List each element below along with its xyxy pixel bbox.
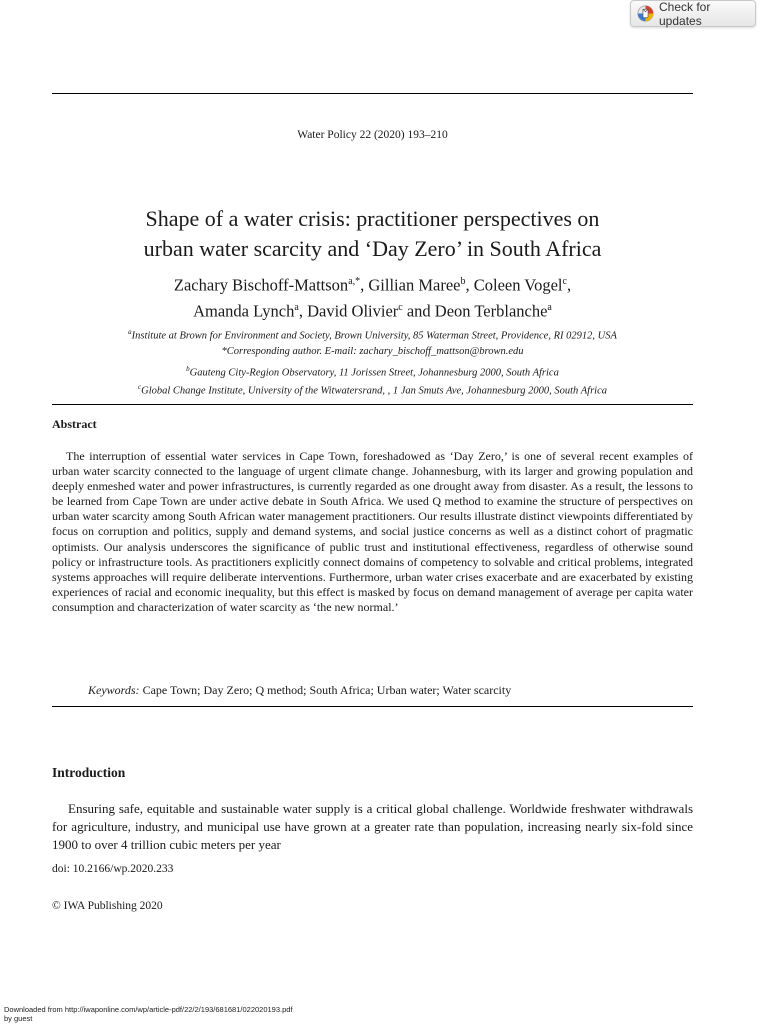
keywords <box>88 683 511 698</box>
author-affil-mark: a,* <box>348 276 361 287</box>
affiliation-text: Global Change Institute, University of the Witwatersrand, , 1 Jan Smuts Ave, Johannesburg 2000, South Africa <box>141 385 607 397</box>
corresponding-author-text: *Corresponding author. E-mail: zachary_bischoff_mattson@brown.edu <box>221 346 524 357</box>
download-note <box>4 1006 293 1023</box>
author-affil-mark: a <box>294 301 299 313</box>
affiliation <box>52 381 693 398</box>
author-affil-mark: b <box>460 276 466 287</box>
copyright: © IWA Publishing 2020 <box>52 900 163 912</box>
introduction-heading: Introduction <box>52 765 126 780</box>
download-note-line-1: Downloaded from http://iwaponline.com/wp/article-pdf/22/2/193/681681/022020193.pdf <box>4 1005 293 1014</box>
keywords-text: Cape Town; Day Zero; Q method; South Africa; Urban water; Water scarcity <box>142 683 512 697</box>
affiliation-mark: c <box>138 383 142 391</box>
crossmark-icon <box>637 5 654 22</box>
author-separator: , <box>360 275 369 295</box>
author-affil-mark: c <box>562 276 567 287</box>
author-separator: and <box>402 301 435 320</box>
affiliation <box>52 363 693 380</box>
doi: doi: 10.2166/wp.2020.233 <box>52 863 174 875</box>
affiliation-mark: b <box>186 365 190 373</box>
affiliation-text: Gauteng City-Region Observatory, 11 Jorissen Street, Johannesburg 2000, South Africa <box>189 367 559 379</box>
affiliation-text: Institute at Brown for Environment and Society, Brown University, 85 Waterman Street, Providence, RI 02912, USA <box>131 330 617 342</box>
author-separator: , <box>566 275 572 295</box>
author-name: Coleen Vogel <box>473 275 563 295</box>
check-for-updates-label: Check for updates <box>659 0 711 28</box>
affiliation-mark: a <box>128 328 132 336</box>
keywords-label: Keywords: <box>88 683 140 697</box>
author-name: David Olivier <box>307 301 399 320</box>
paper-title <box>52 204 693 264</box>
abstract-bottom-rule <box>52 706 693 707</box>
author-name: Deon Terblanche <box>434 301 548 320</box>
affiliation <box>52 326 693 343</box>
author-name: Gillian Maree <box>368 275 461 295</box>
journal-line: Water Policy 22 (2020) 193–210 <box>297 129 448 141</box>
title-line-2: urban water scarcity and ‘Day Zero’ in South Africa <box>143 236 602 261</box>
corresponding-author <box>52 345 693 358</box>
check-for-updates-button[interactable] <box>630 0 756 27</box>
abstract-heading: Abstract <box>52 417 97 431</box>
author-affil-mark: c <box>398 301 403 313</box>
author-affil-mark: a <box>547 301 552 313</box>
title-line-1: Shape of a water crisis: practitioner perspectives on <box>145 206 600 231</box>
introduction-text: Ensuring safe, equitable and sustainable water supply is a critical global challenge. Worldwide freshwater withdrawals for agriculture, industry, and municipal use have grown at a greater rate than population, increasing nearly six-fold since 1900 to over 4 trillion cubic meters per year <box>52 801 693 852</box>
author-name: Zachary Bischoff-Mattson <box>173 275 349 295</box>
abstract-top-rule <box>52 404 693 405</box>
author-list <box>52 271 693 322</box>
download-note-line-2: by guest <box>4 1013 33 1023</box>
author-separator: , <box>465 275 474 295</box>
author-line-2 <box>52 297 693 323</box>
author-name: Amanda Lynch <box>193 301 295 320</box>
abstract-text: The interruption of essential water services in Cape Town, foreshadowed as ‘Day Zero,’ is one of several recent examples of urban water scarcity connected to the language of urgent climate change. Johannesburg, with its larger and growing population and deeply enmeshed water and power infrastructures, is currently regarded as one drought away from disaster. As a result, the lessons to be learned from Cape Town are under active debate in South Africa. We used Q method to examine the structure of perspectives on urban water scarcity among South African water management practitioners. Our results illustrate distinct viewpoints differentiated by focus on corruption and politics, supply and demand systems, and social justice concerns as well as a distinct cohort of pragmatic optimists. Our analysis underscores the significance of public trust and institutional effectiveness, regardless of otherwise sound policy or infrastructure tools. As practitioners explicitly connect domains of competency to solvable and critical problems, integrated systems approaches will require deliberate interventions. Furthermore, urban water crises exacerbate and are exacerbated by existing experiences of racial and economic inequality, but this effect is masked by focus on demand management of average per capita water consumption and characterization of water scarcity as ‘the new normal.’ <box>52 449 693 614</box>
top-rule <box>52 93 693 94</box>
author-line-1 <box>52 271 693 297</box>
author-separator: , <box>298 301 308 320</box>
